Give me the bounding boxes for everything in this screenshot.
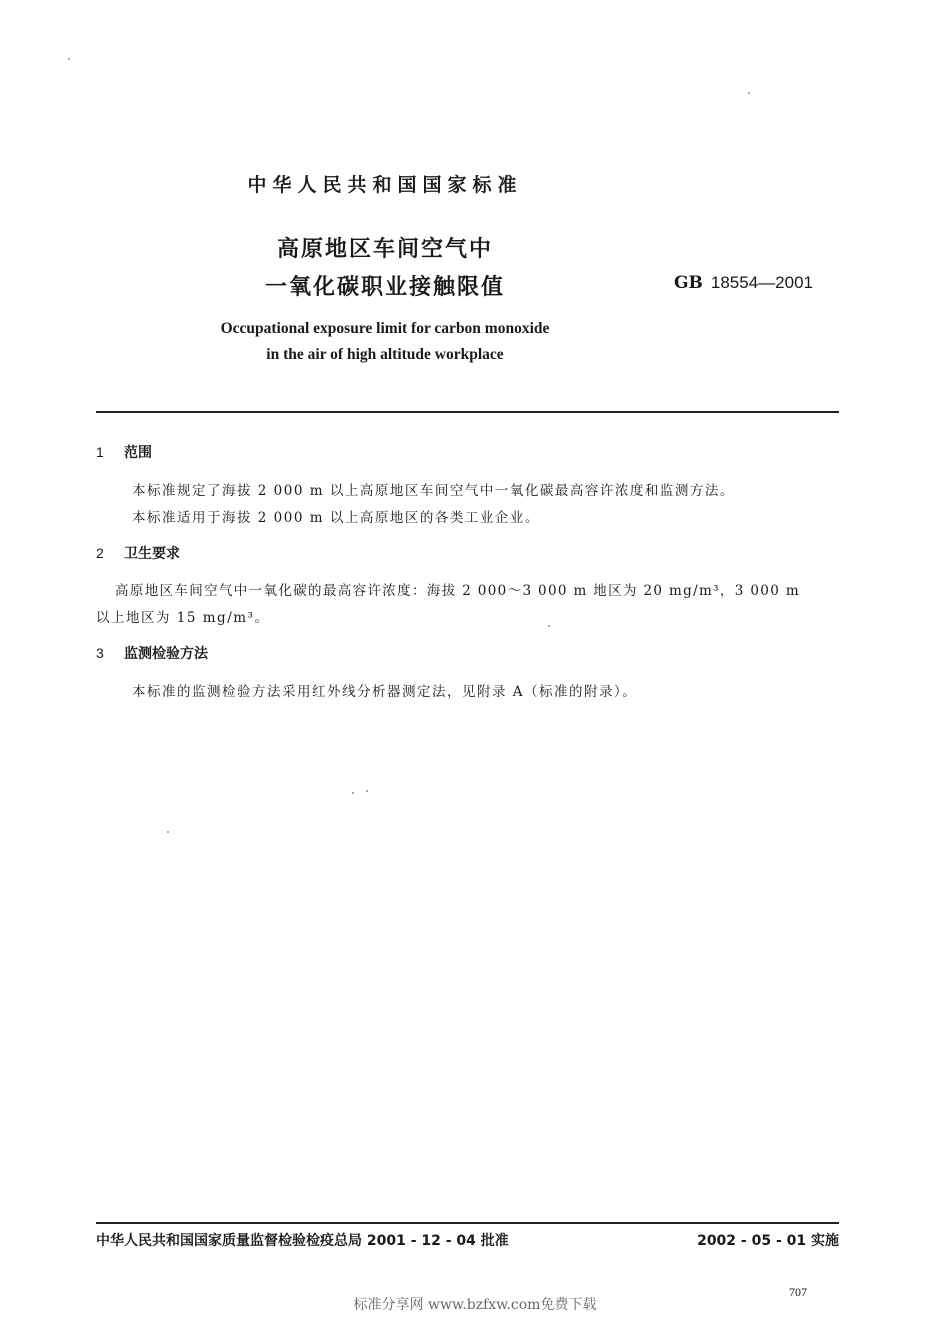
title-cn-line1: 高原地区车间空气中 (276, 237, 493, 262)
watermark-text: 标准分享网 www.bzfxw.com免费下载 (353, 1297, 597, 1313)
section-title: 范围 (124, 445, 152, 461)
scan-speck (548, 625, 550, 627)
section-number: 2 (96, 545, 104, 561)
title-cn-line2: 一氧化碳职业接触限值 (264, 275, 505, 300)
section-number: 3 (96, 645, 104, 661)
section-1-para-1: 本标准规定了海拔 2 000 m 以上高原地区车间空气中一氧化碳最高容许浓度和监测方法。 (132, 483, 735, 499)
title-en-line1: Occupational exposure limit for carbon monoxide (220, 320, 550, 337)
section-1-para-2: 本标准适用于海拔 2 000 m 以上高原地区的各类工业企业。 (132, 510, 540, 526)
title-en-line2: in the air of high altitude workplace (266, 346, 504, 363)
approval-line: 中华人民共和国国家质量监督检验检疫总局 2001 - 12 - 04 批准 (96, 1233, 509, 1249)
section-number: 1 (96, 444, 104, 460)
standard-number (674, 273, 813, 293)
scan-speck (167, 831, 169, 833)
standard-type-heading: 中华人民共和国国家标准 (247, 174, 523, 196)
section-title: 卫生要求 (124, 546, 180, 562)
section-2-para-1: 高原地区车间空气中一氧化碳的最高容许浓度：海拔 2 000～3 000 m 地区为 20 mg/m³，3 000 m (115, 583, 800, 599)
section-2-para-2: 以上地区为 15 mg/m³。 (96, 610, 270, 626)
standard-prefix: GB (674, 273, 703, 293)
implementation-date: 2002 - 05 - 01 实施 (697, 1233, 839, 1249)
section-2-heading (96, 543, 180, 563)
bottom-divider (96, 1222, 839, 1224)
scan-speck (352, 792, 354, 794)
scan-speck (68, 58, 70, 60)
section-3-para-1: 本标准的监测检验方法采用红外线分析器测定法，见附录 A（标准的附录）。 (132, 684, 638, 700)
section-title: 监测检验方法 (124, 646, 208, 662)
scan-speck (748, 92, 750, 94)
standard-code: 18554—2001 (710, 273, 813, 292)
top-divider (96, 411, 839, 413)
page-number: 707 (789, 1285, 807, 1299)
section-3-heading (96, 643, 208, 663)
section-1-heading (96, 442, 152, 462)
scan-speck (366, 790, 368, 792)
